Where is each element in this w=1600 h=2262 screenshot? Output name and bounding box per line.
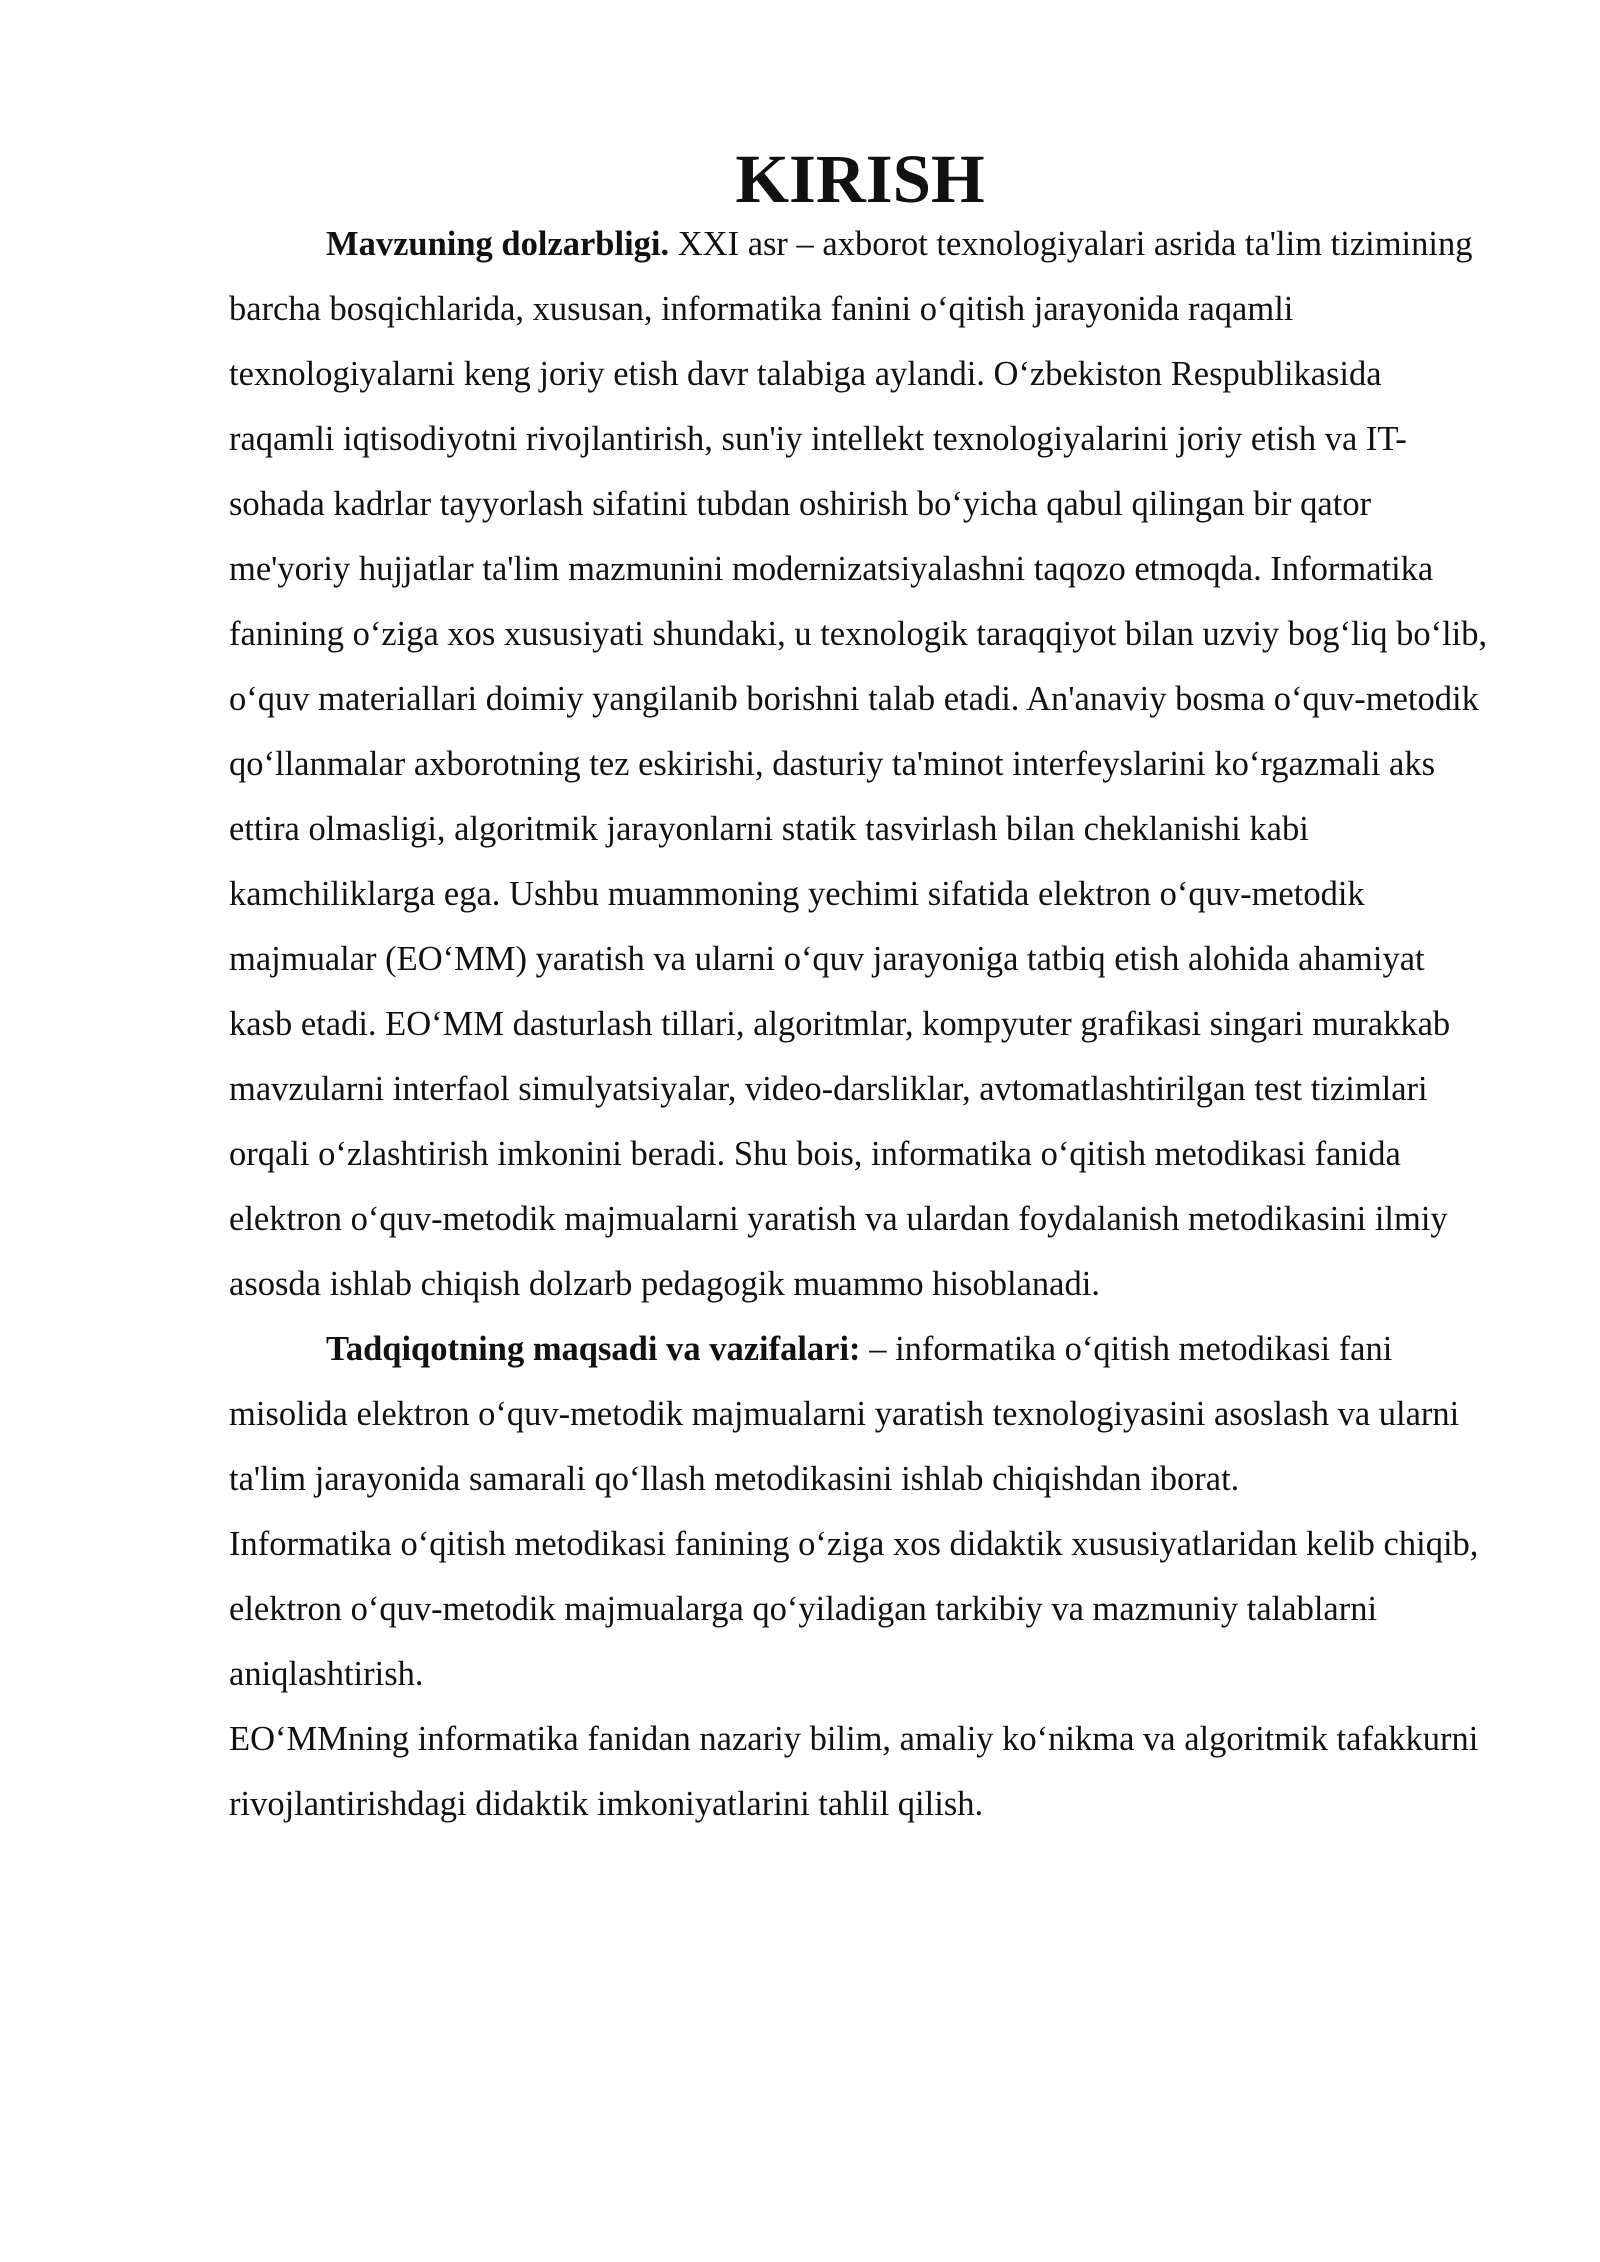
paragraph-task-1: Informatika o‘qitish metodikasi fanining o‘ziga xos didaktik xususiyatlaridan kelib chiqib, elektron o‘quv-metodik majmualarga qo‘yiladigan tarkibiy va mazmuniy talablarni aniqlashtirish.: [229, 1525, 1479, 1693]
paragraph-relevance: [229, 212, 1491, 1317]
paragraph-lead: Tadqiqotning maqsadi va vazifalari:: [326, 1330, 861, 1368]
page-title: KIRISH: [735, 141, 985, 217]
paragraph-text: – informatika o‘qitish metodikasi fani misolida elektron o‘quv-metodik majmualarni yaratish texnologiyasini asoslash va ularni ta'lim jarayonida samarali qo‘llash metodikasini ishlab chiqishdan iborat.: [229, 1330, 1460, 1498]
paragraph-goals: [229, 1317, 1491, 1512]
paragraph-lead: Mavzuning dolzarbligi.: [326, 225, 670, 263]
paragraph-task-2: EO‘MMning informatika fanidan nazariy bilim, amaliy ko‘nikma va algoritmik tafakkurni rivojlantirishdagi didaktik imkoniyatlarini tahlil qilish.: [229, 1720, 1479, 1823]
document-body: [229, 141, 1491, 1837]
paragraph-text: XXI asr – axborot texnologiyalari asrida ta'lim tizimining barcha bosqichlarida, xususan, informatika fanini o‘qitish jarayonida raqamli texnologiyalarni keng joriy etish davr talabiga aylandi. O‘zbekiston Respublikasida raqamli iqtisodiyotni rivojlantirish, sun'iy intellekt texnologiyalarini joriy etish va IT-sohada kadrlar tayyorlash sifatini tubdan oshirish bo‘yicha qabul qilingan bir qator me'yoriy hujjatlar ta'lim mazmunini modernizatsiyalashni taqozo etmoqda. Informatika fanining o‘ziga xos xususiyati shundaki, u texnologik taraqqiyot bilan uzviy bog‘liq bo‘lib, o‘quv materiallari doimiy yangilanib borishni talab etadi. An'anaviy bosma o‘quv-metodik qo‘llanmalar axborotning tez eskirishi, dasturiy ta'minot interfeyslarini ko‘rgazmali aks ettira olmasligi, algoritmik jarayonlarni statik tasvirlash bilan cheklanishi kabi kamchiliklarga ega. Ushbu muammoning yechimi sifatida elektron o‘quv-metodik majmualar (EO‘MM) yaratish va ularni o‘quv jarayoniga tatbiq etish alohida ahamiyat kasb etadi. EO‘MM dasturlash tillari, algoritmlar, kompyuter grafikasi singari murakkab mavzularni interfaol simulyatsiyalar, video-darsliklar, avtomatlashtirilgan test tizimlari orqali o‘zlashtirish imkonini beradi. Shu bois, informatika o‘qitish metodikasi fanida elektron o‘quv-metodik majmualarni yaratish va ulardan foydalanish metodikasini ilmiy asosda ishlab chiqish dolzarb pedagogik muammo hisoblanadi.: [229, 225, 1488, 1303]
